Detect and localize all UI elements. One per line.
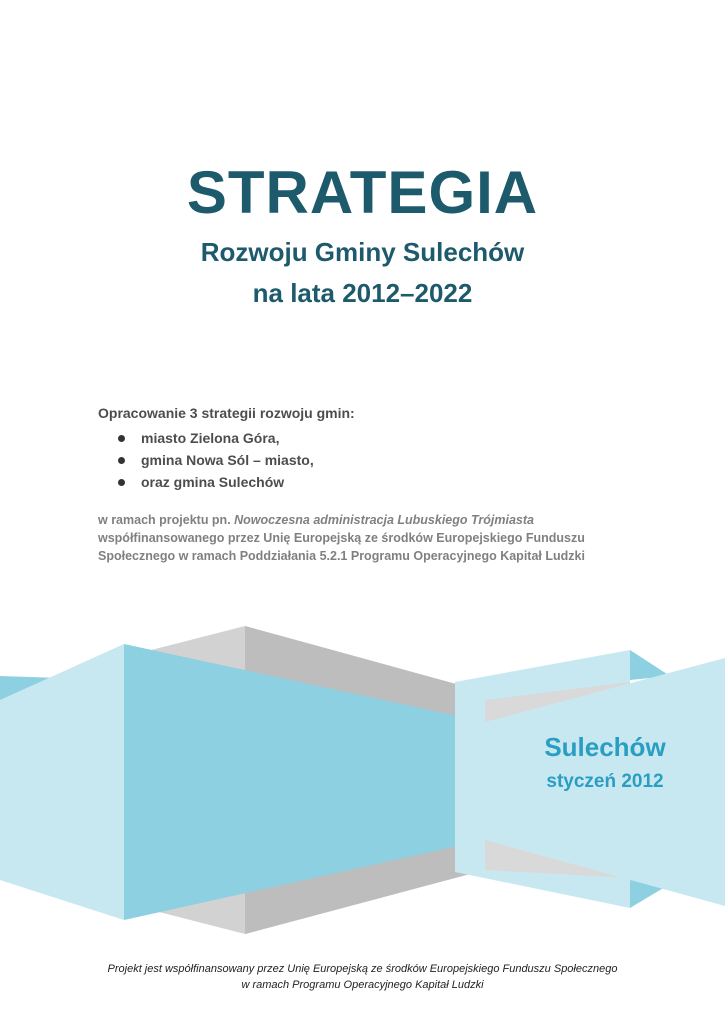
list-item-label: gmina Nowa Sól – miasto, (141, 452, 314, 468)
bullet-icon (118, 435, 125, 442)
project-name: Nowoczesna administracja Lubuskiego Trójmiasta (234, 513, 534, 527)
list-item (118, 427, 314, 449)
document-subtitle-line1: Rozwoju Gminy Sulechów (200, 237, 525, 267)
footer-line2: w ramach Programu Operacyjnego Kapitał Ludzki (241, 979, 484, 991)
publication-date: styczeń 2012 (546, 771, 664, 792)
bullet-icon (118, 457, 125, 464)
project-line3: Społecznego w ramach Poddziałania 5.2.1 Programu Operacyjnego Kapitał Ludzki (98, 549, 585, 563)
bullet-icon (118, 479, 125, 486)
project-line2: współfinansowanego przez Unię Europejską ze środków Europejskiego Funduszu (98, 531, 585, 545)
funding-footer (0, 961, 725, 993)
footer-line1: Projekt jest współfinansowany przez Unię Europejską ze środków Europejskiego Funduszu Społecznego (107, 963, 618, 975)
project-prefix: w ramach projektu pn. (98, 513, 235, 527)
project-description (98, 511, 618, 565)
place-name: Sulechów (544, 732, 666, 762)
list-item-label: oraz gmina Sulechów (141, 474, 285, 490)
list-item-label: miasto Zielona Góra, (141, 430, 280, 446)
municipality-list (118, 427, 314, 493)
list-item (118, 449, 314, 471)
document-title: STRATEGIA (186, 159, 539, 226)
document-subtitle-line2: na lata 2012–2022 (252, 278, 473, 308)
list-item (118, 471, 314, 493)
intro-text: Opracowanie 3 strategii rozwoju gmin: (98, 405, 355, 421)
